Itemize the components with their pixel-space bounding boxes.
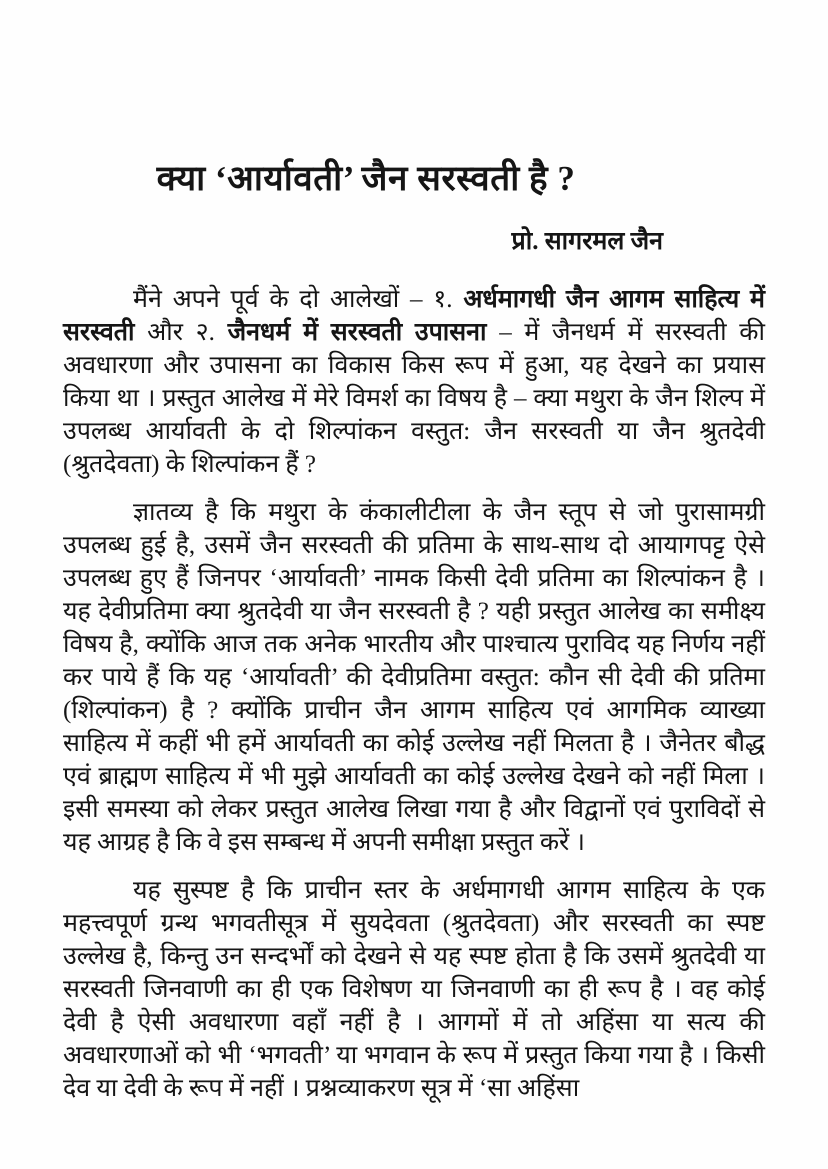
article-title: क्या ‘आर्यावती’ जैन सरस्वती है ? bbox=[156, 159, 576, 199]
paragraph-1-lead: मैंने अपने पूर्व के दो आलेखों – १. bbox=[133, 285, 464, 313]
paragraph-2: ज्ञातव्य है कि मथुरा के कंकालीटीला के जैन स्तूप से जो पुरासामग्री उपलब्ध हुई है, उसमें जैन सरस्वती की प्रतिमा के साथ-साथ दो आयागपट्ट ऐसे उपलब्ध हुए हैं जिनपर ‘आर्यावती’ नामक किसी देवी प्रतिमा का शिल्पांकन है । यह देवीप्रतिमा क्या श्रुतदेवी या जैन सरस्वती है ? यही प्रस्तुत आलेख का समीक्ष्य विषय है, क्योंकि आज तक अनेक भारतीय और पाश्चात्य पुराविद यह निर्णय नहीं कर पाये हैं कि यह ‘आर्यावती’ की देवीप्रतिमा वस्तुत: कौन सी देवी की प्रतिमा (शिल्पांकन) है ? क्योंकि प्राचीन जैन आगम साहित्य एवं आगमिक व्याख्या साहित्य में कहीं भी हमें आर्यावती का कोई उल्लेख नहीं मिलता है । जैनेतर बौद्ध एवं ब्राह्मण साहित्य में भी मुझे आर्यावती का कोई उल्लेख देखने को नहीं मिला । इसी समस्या को लेकर प्रस्तुत आलेख लिखा गया है और विद्वानों एवं पुराविदों से यह आग्रह है कि वे इस सम्बन्ध में अपनी समीक्षा प्रस्तुत करें । bbox=[63, 498, 765, 856]
paragraph-1 bbox=[63, 283, 765, 481]
paragraph-1-rest: – में जैनधर्म में सरस्वती की अवधारणा और उपासना का विकास किस रूप में हुआ, यह देखने का प्रयास किया था । प्रस्तुत आलेख में मेरे विमर्श का विषय है – क्या मथुरा के जैन शिल्प में उपलब्ध आर्यावती के दो शिल्पांकन वस्तुत: जैन सरस्वती या जैन श्रुतदेवी (श्रुतदेवता) के शिल्पांकन हैं ? bbox=[63, 318, 765, 478]
article-body bbox=[63, 283, 765, 1105]
paragraph-3: यह सुस्पष्ट है कि प्राचीन स्तर के अर्धमागधी आगम साहित्य के एक महत्त्वपूर्ण ग्रन्थ भगवतीसूत्र में सुयदेवता (श्रुतदेवता) और सरस्वती का स्पष्ट उल्लेख है, किन्तु उन सन्दर्भों को देखने से यह स्पष्ट होता है कि उसमें श्रुतदेवी या सरस्वती जिनवाणी का ही एक विशेषण या जिनवाणी का ही रूप है । वह कोई देवी है ऐसी अवधारणा वहाँ नहीं है । आगमों में तो अहिंसा या सत्य की अवधारणाओं को भी ‘भगवती’ या भगवान के रूप में प्रस्तुत किया गया है । किसी देव या देवी के रूप में नहीं । प्रश्नव्याकरण सूत्र में ‘सा अहिंसा bbox=[63, 876, 765, 1102]
paragraph-1-bold-title-2: जैनधर्म में सरस्वती उपासना bbox=[227, 318, 487, 346]
paragraph-1-mid: और २. bbox=[134, 318, 228, 346]
paragraph-1-bold-title-1: अर्धमागधी जैन आगम साहित्य में सरस्वती bbox=[63, 285, 765, 346]
author-byline: प्रो. सागरमल जैन bbox=[511, 228, 663, 256]
